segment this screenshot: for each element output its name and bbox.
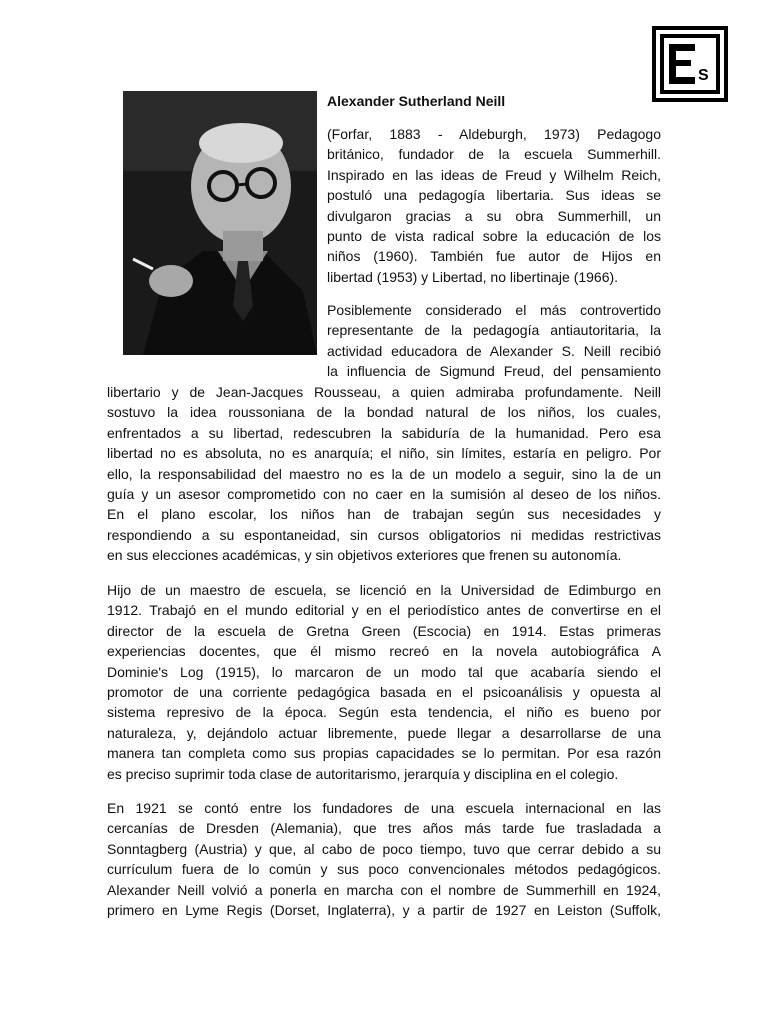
text-line: primero en Lyme Regis (Dorset, Inglaterra), y a partir de 1927 en Leiston (Suffolk, [107, 902, 661, 919]
text-line: Posiblemente considerado el más controvertido [327, 302, 661, 318]
text-line: promotor de una corriente pedagógica basada en el psicoanálisis y opuesta al [107, 684, 661, 701]
text-line: 1912. Trabajó en el mundo editorial y en el periodístico antes de convertirse en el [107, 602, 661, 619]
paragraph-2-top [327, 300, 661, 382]
text-line: libertario y de Jean-Jacques Rousseau, a quien admiraba profundamente. Neill [107, 384, 661, 400]
text-line: director de la escuela de Gretna Green (Escocia) en 1914. Estas primeras [107, 622, 661, 639]
text-line: respondiendo a su espontaneidad, sin cursos obligatorios ni medidas restrictivas [107, 526, 661, 543]
text-line: libertad no es absoluta, no es anarquía; el niño, sin límites, estaría en peligro. Por [107, 445, 661, 462]
paragraph-3 [107, 580, 661, 784]
text-line: En 1921 se contó entre los fundadores de una escuela internacional en las [107, 800, 661, 816]
text-line: en sus elecciones académicas, y sin objetivos exteriores que frenen su autonomía. [107, 547, 622, 564]
text-line: naturaleza, y, dejándolo actuar libremente, puede llegar a desarrollarse de una [107, 724, 661, 741]
text-line: cercanías de Dresden (Alemania), que tres años más tarde fue trasladada a [107, 820, 661, 837]
text-line: punto de vista radical sobre la educación de los [327, 228, 661, 245]
text-line: guía y un asesor comprometido con no caer en la sumisión al deseo de los niños. [107, 486, 661, 503]
text-line: sistema represivo de la época. Según esta tendencia, el niño es bueno por [107, 704, 661, 721]
text-line: Alexander Neill volvió a ponerla en marcha con el nombre de Summerhill en 1924, [107, 881, 661, 898]
paragraph-4 [107, 798, 661, 920]
text-line: Dominie's Log (1915), lo marcaron de un modo tal que acabaría siendo el [107, 663, 661, 680]
text-line: enfrentados a su libertad, redescubren la sabiduría de la humanidad. Pero esa [107, 424, 661, 441]
paragraph-2-rest [107, 382, 661, 566]
text-line: Sonntagberg (Austria) y que, al cabo de poco tiempo, tuvo que cerrar debido a su [107, 840, 661, 857]
paragraph-1 [327, 124, 661, 287]
portrait-photo [123, 91, 317, 355]
text-line: la influencia de Sigmund Freud, del pensamiento [327, 363, 661, 380]
text-line: experiencias docentes, que él mismo recreó en la novela autobiográfica A [107, 643, 661, 660]
text-line: británico, fundador de la escuela Summerhill. [327, 146, 661, 163]
text-line: libertad (1953) y Libertad, no libertinaje (1966). [327, 268, 619, 285]
text-line: Inspirado en las ideas de Freud y Wilhelm Reich, [327, 166, 661, 183]
text-line: manera tan completa como sus propias capacidades se lo permitan. Por esa razón [107, 745, 661, 762]
text-line: niños (1960). También fue autor de Hijos en [327, 248, 661, 265]
text-line: representante de la pedagogía antiautoritaria, la [327, 322, 661, 339]
text-line: ello, la responsabilidad del maestro no es la de un modelo a seguir, sino la de un [107, 465, 661, 482]
text-line: currículum fuera de lo común y sus poco convencionales métodos pedagógicos. [107, 861, 661, 878]
text-line: sostuvo la idea roussoniana de la bondad natural de los niños, los cuales, [107, 404, 661, 421]
text-line: divulgaron gracias a su obra Summerhill, un [327, 207, 661, 224]
text-line: En el plano escolar, los niños han de trabajan según sus necesidades y [107, 506, 661, 523]
article-title: Alexander Sutherland Neill [327, 93, 506, 109]
logo-letter-s: S [698, 67, 709, 84]
publisher-logo [652, 26, 728, 102]
text-line: es preciso suprimir toda clase de autoritarismo, jerarquía y disciplina en el colegio. [107, 765, 619, 782]
text-line: (Forfar, 1883 - Aldeburgh, 1973) Pedagogo [327, 126, 661, 142]
text-line: postuló una pedagogía libertaria. Sus ideas se [327, 187, 661, 204]
text-line: actividad educadora de Alexander S. Neill recibió [327, 342, 661, 359]
text-line: Hijo de un maestro de escuela, se licenció en la Universidad de Edimburgo en [107, 582, 661, 598]
